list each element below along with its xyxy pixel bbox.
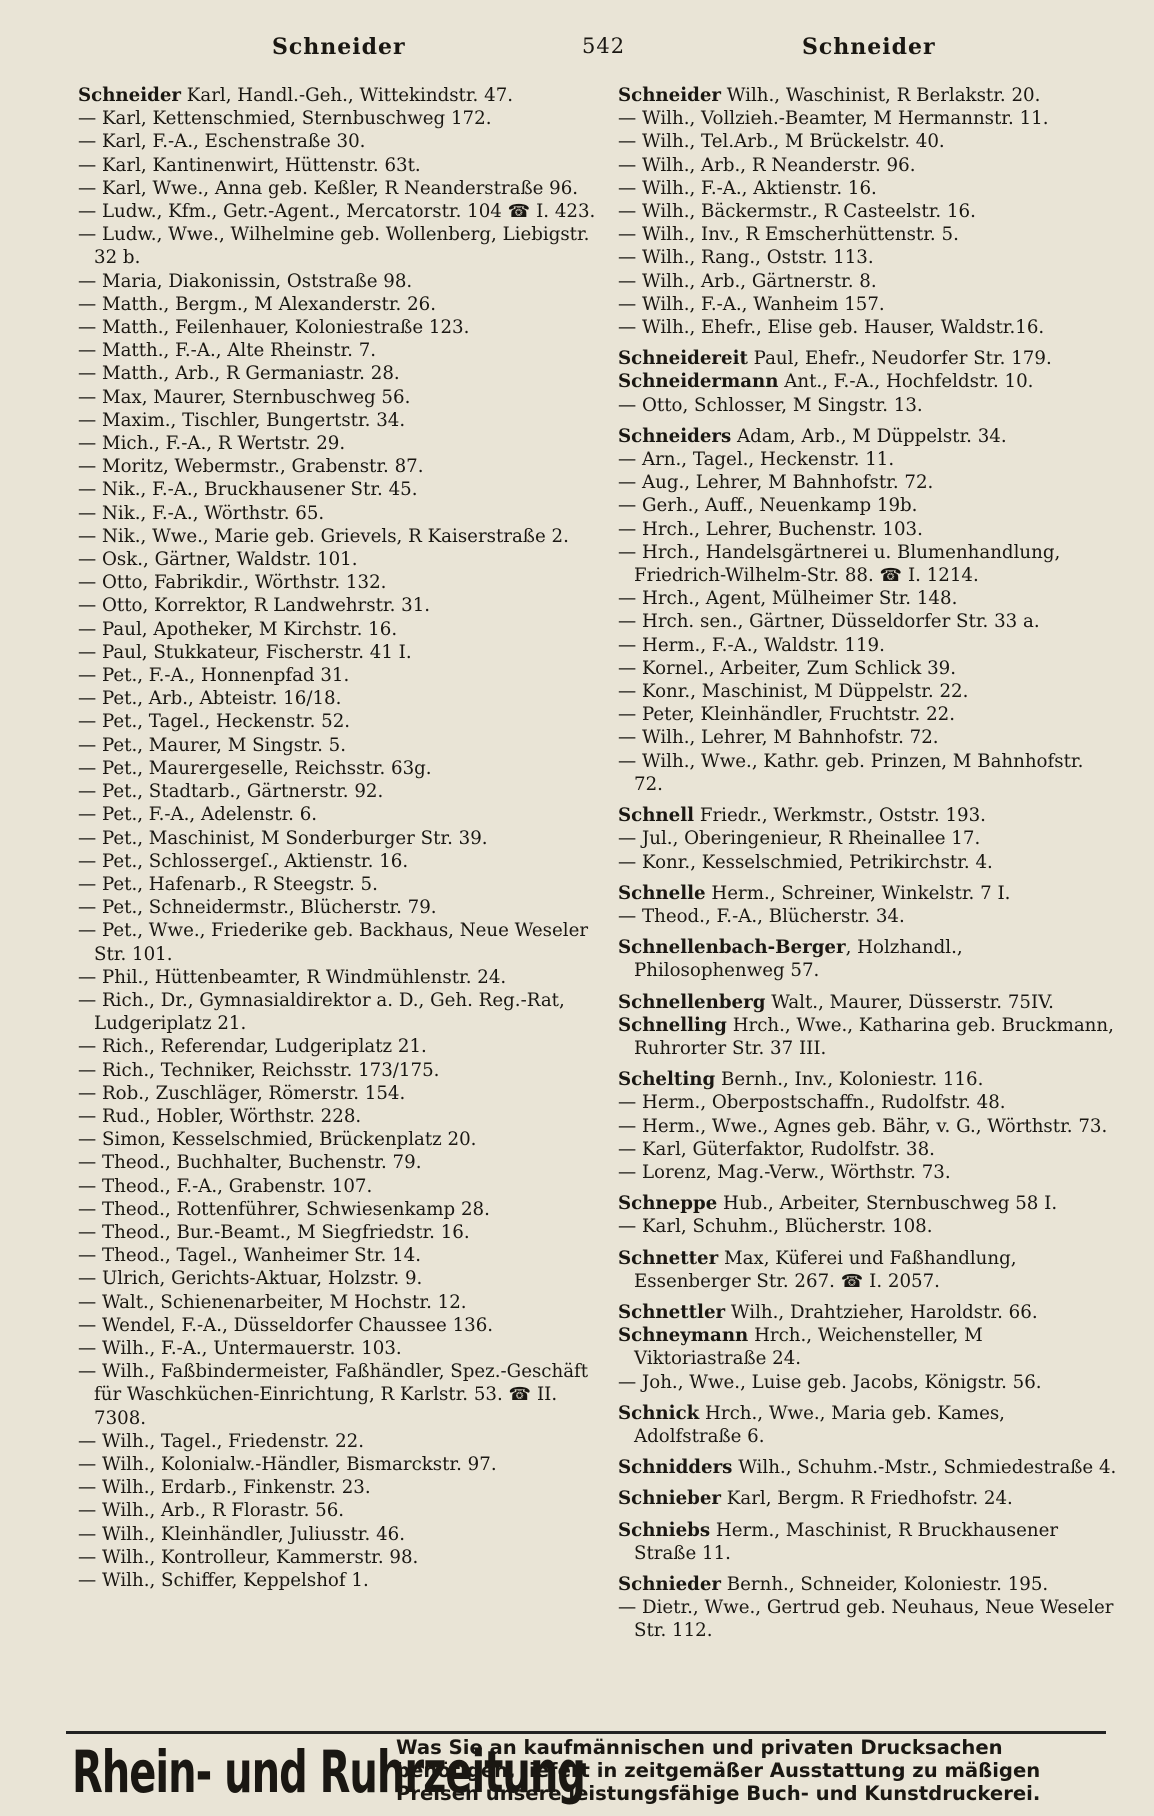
entry-surname: Schnettler <box>618 1301 726 1323</box>
entry-text: — Ulrich, Gerichts-Aktuar, Holzstr. 9. <box>78 1268 423 1290</box>
entry-text: — Wilh., Rang., Oststr. 113. <box>618 247 874 269</box>
entry-surname: Schnieder <box>618 1573 722 1595</box>
entry-text: Karl, Bergm. R Friedhofstr. 24. <box>721 1488 1013 1510</box>
entry-text: — Herm., Oberpostschaffn., Rudolfstr. 48. <box>618 1092 1006 1114</box>
entry-text: — Karl, Kantinenwirt, Hüttenstr. 63t. <box>78 154 421 176</box>
entry-text: — Arn., Tagel., Heckenstr. 11. <box>618 449 895 471</box>
newspaper-logo: Rhein- und Ruhrzeitung <box>72 1740 585 1807</box>
entry-text: Ant., F.-A., Hochfeldstr. 10. <box>778 371 1034 393</box>
entry-text: — Konr., Maschinist, M Düppelstr. 22. <box>618 681 969 703</box>
entry-text: — Pet., Maurer, M Singstr. 5. <box>78 734 346 756</box>
entry-text: — Osk., Gärtner, Waldstr. 101. <box>78 549 358 571</box>
entry-text: — Theod., Tagel., Wanheimer Str. 14. <box>78 1245 422 1267</box>
entry-text: — Simon, Kesselschmied, Brückenplatz 20. <box>78 1129 477 1151</box>
directory-entry <box>618 804 1118 827</box>
entry-text: — Wilh., Arb., R Florastr. 56. <box>78 1500 345 1522</box>
directory-entry <box>78 1337 598 1360</box>
entry-surname: Schneider <box>78 85 182 106</box>
directory-entry <box>618 1068 1118 1091</box>
directory-entry <box>78 594 598 617</box>
entry-text: — Wilh., Ehefr., Elise geb. Hauser, Waldstr.16. <box>618 317 1045 339</box>
directory-entry <box>618 1402 1118 1448</box>
entry-text: — Theod., Buchhalter, Buchenstr. 79. <box>78 1152 422 1174</box>
entry-text: — Lorenz, Mag.-Verw., Wörthstr. 73. <box>618 1161 951 1183</box>
entry-text: — Pet., Hafenarb., R Steegstr. 5. <box>78 873 378 895</box>
page-number: 542 <box>582 34 626 58</box>
directory-entry <box>618 1215 1118 1238</box>
entry-text: — Wilh., Bäckermstr., R Casteelstr. 16. <box>618 201 976 223</box>
directory-entry <box>78 641 598 664</box>
entry-text: Bernh., Inv., Koloniestr. 116. <box>715 1069 984 1091</box>
directory-entry <box>78 223 598 269</box>
directory-entry <box>78 362 598 385</box>
directory-entry <box>78 1291 598 1314</box>
directory-entry <box>78 386 598 409</box>
directory-entry <box>78 1569 598 1592</box>
entry-text: — Theod., F.-A., Blücherstr. 34. <box>618 905 905 927</box>
left-column <box>78 84 598 1592</box>
entry-surname: Schnellenbach-Berger <box>618 937 846 959</box>
directory-entry <box>78 339 598 362</box>
entry-surname: Schnetter <box>618 1247 719 1269</box>
entry-text: Max, Küferei und Faßhandlung, Essenberger Str. 267. ☎ I. 2057. <box>634 1247 1017 1292</box>
entry-text: — Maxim., Tischler, Bungertstr. 34. <box>78 409 406 431</box>
entry-text: — Herm., Wwe., Agnes geb. Bähr, v. G., Wörthstr. 73. <box>618 1115 1108 1137</box>
directory-entry <box>618 1138 1118 1161</box>
entry-text: — Walt., Schienenarbeiter, M Hochstr. 12. <box>78 1291 467 1313</box>
entry-text: Herm., Maschinist, R Bruckhausener Straße 11. <box>634 1519 1059 1564</box>
entry-text: — Theod., Rottenführer, Schwiesenkamp 28. <box>78 1198 490 1220</box>
entry-text: — Wilh., Kontrolleur, Kammerstr. 98. <box>78 1546 419 1568</box>
directory-entry <box>78 1151 598 1174</box>
directory-entry <box>618 726 1118 749</box>
entry-surname: Schneymann <box>618 1325 749 1347</box>
entry-text: — Pet., F.-A., Adelenstr. 6. <box>78 804 318 826</box>
directory-entry <box>78 525 598 548</box>
directory-entry <box>618 370 1118 393</box>
entry-text: Wilh., Schuhm.-Mstr., Schmiedestraße 4. <box>732 1457 1117 1479</box>
entry-text: Hub., Arbeiter, Sternbuschweg 58 I. <box>717 1193 1058 1215</box>
directory-entry <box>78 1128 598 1151</box>
entry-surname: Schneppe <box>618 1193 718 1215</box>
directory-entry <box>618 1247 1118 1293</box>
entry-text: Walt., Maurer, Düsserstr. 75IV. <box>765 991 1054 1013</box>
entry-text: — Pet., Maurergeselle, Reichsstr. 63g. <box>78 757 432 779</box>
entry-text: — Jul., Oberingenieur, R Rheinallee 17. <box>618 828 981 850</box>
directory-entry <box>78 154 598 177</box>
entry-surname: Schelting <box>618 1069 716 1091</box>
entry-text: Hrch., Wwe., Katharina geb. Bruckmann, Ruhrorter Str. 37 III. <box>634 1014 1114 1059</box>
entry-text: — Aug., Lehrer, M Bahnhofstr. 72. <box>618 472 934 494</box>
entry-text: — Otto, Korrektor, R Landwehrstr. 31. <box>78 595 431 617</box>
entry-text: — Wilh., Faßbindermeister, Faßhändler, Spez.-Geschäft für Waschküchen-Einrichtung, R Karlstr. 53. ☎ II. 7308. <box>78 1361 589 1429</box>
directory-entry <box>618 448 1118 471</box>
entry-surname: Schneidermann <box>618 371 779 393</box>
entry-text: Hrch., Weichensteller, M Viktoriastraße 24. <box>634 1325 983 1370</box>
entry-text: — Matth., Arb., R Germaniastr. 28. <box>78 363 400 385</box>
directory-entry <box>78 1523 598 1546</box>
entry-text: — Theod., Bur.-Beamt., M Siegfriedstr. 16. <box>78 1221 470 1243</box>
directory-entry <box>618 425 1118 448</box>
entry-text: — Gerh., Auff., Neuenkamp 19b. <box>618 495 918 517</box>
entry-text: — Otto, Fabrikdir., Wörthstr. 132. <box>78 572 387 594</box>
directory-entry <box>618 246 1118 269</box>
directory-entry <box>78 200 598 223</box>
directory-entry <box>618 1091 1118 1114</box>
directory-entry <box>78 571 598 594</box>
entry-text: — Karl, F.-A., Eschenstraße 30. <box>78 131 366 153</box>
entry-text: — Karl, Güterfaktor, Rudolfstr. 38. <box>618 1138 935 1160</box>
directory-entry <box>618 851 1118 874</box>
directory-entry <box>78 780 598 803</box>
entry-text: — Rich., Techniker, Reichsstr. 173/175. <box>78 1059 440 1081</box>
directory-entry <box>78 687 598 710</box>
directory-entry <box>78 1453 598 1476</box>
entry-text: — Mich., F.-A., R Wertstr. 29. <box>78 433 346 455</box>
entry-text: — Pet., Wwe., Friederike geb. Backhaus, Neue Weseler Str. 101. <box>78 920 589 965</box>
entry-text: — Karl, Wwe., Anna geb. Keßler, R Neanderstraße 96. <box>78 177 579 199</box>
entry-text: — Hrch., Handelsgärtnerei u. Blumenhandlung, Friedrich-Wilhelm-Str. 88. ☎ I. 1214. <box>618 541 1061 587</box>
directory-entry <box>618 680 1118 703</box>
entry-text: — Matth., Bergm., M Alexanderstr. 26. <box>78 293 437 315</box>
directory-entry <box>78 502 598 525</box>
directory-entry <box>78 803 598 826</box>
directory-entry <box>618 347 1118 370</box>
directory-entry <box>78 1059 598 1082</box>
entry-text: — Nik., Wwe., Marie geb. Grievels, R Kaiserstraße 2. <box>78 525 569 547</box>
page-header <box>0 34 1154 68</box>
directory-entry <box>618 223 1118 246</box>
directory-entry <box>78 316 598 339</box>
entry-text: — Dietr., Wwe., Gertrud geb. Neuhaus, Neue Weseler Str. 112. <box>618 1597 1114 1642</box>
entry-surname: Schnick <box>618 1402 700 1424</box>
directory-entry <box>618 1115 1118 1138</box>
directory-entry <box>78 478 598 501</box>
directory-entry <box>618 130 1118 153</box>
right-column <box>618 84 1118 1643</box>
entry-text: — Otto, Schlosser, M Singstr. 13. <box>618 394 923 416</box>
directory-entry <box>78 177 598 200</box>
entry-text: Herm., Schreiner, Winkelstr. 7 I. <box>705 882 1011 904</box>
entry-text: — Pet., Tagel., Heckenstr. 52. <box>78 711 351 733</box>
entry-text: Adam, Arb., M Düppelstr. 34. <box>731 425 1007 447</box>
directory-entry <box>618 154 1118 177</box>
entry-text: — Pet., Stadtarb., Gärtnerstr. 92. <box>78 781 384 803</box>
entry-text: — Wilh., Vollzieh.-Beamter, M Hermannstr. 11. <box>618 108 1049 130</box>
entry-surname: Schnieber <box>618 1488 722 1510</box>
entry-surname: Schneider <box>618 85 722 106</box>
entry-text: — Wilh., Erdarb., Finkenstr. 23. <box>78 1477 371 1499</box>
directory-entry <box>78 966 598 989</box>
entry-text: — Hrch., Agent, Mülheimer Str. 148. <box>618 588 958 610</box>
directory-entry <box>78 293 598 316</box>
entry-text: — Phil., Hüttenbeamter, R Windmühlenstr. 24. <box>78 966 507 988</box>
directory-entry <box>78 409 598 432</box>
directory-entry <box>618 177 1118 200</box>
entry-text: — Nik., F.-A., Bruckhausener Str. 45. <box>78 479 418 501</box>
entry-text: — Wilh., F.-A., Wanheim 157. <box>618 293 885 315</box>
entry-text: Hrch., Wwe., Maria geb. Kames, Adolfstraße 6. <box>634 1402 1005 1447</box>
entry-text: — Konr., Kesselschmied, Petrikirchstr. 4. <box>618 851 993 873</box>
directory-entry <box>78 1244 598 1267</box>
entry-text: — Wilh., Arb., R Neanderstr. 96. <box>618 154 916 176</box>
directory-entry <box>78 1082 598 1105</box>
running-head-right: Schneider <box>802 34 936 60</box>
entry-text: — Wilh., F.-A., Untermauerstr. 103. <box>78 1337 402 1359</box>
entry-text: — Wendel, F.-A., Düsseldorfer Chaussee 136. <box>78 1314 494 1336</box>
directory-entry <box>78 1221 598 1244</box>
entry-text: — Wilh., Lehrer, M Bahnhofstr. 72. <box>618 727 939 749</box>
directory-entry <box>618 1519 1118 1565</box>
entry-text: — Karl, Schuhm., Blücherstr. 108. <box>618 1216 933 1238</box>
entry-text: Paul, Ehefr., Neudorfer Str. 179. <box>747 348 1052 370</box>
directory-entry <box>618 882 1118 905</box>
directory-entry <box>618 1596 1118 1642</box>
directory-entry <box>618 1014 1118 1060</box>
advertisement-footer <box>66 1731 1106 1808</box>
entry-text: Friedr., Werkmstr., Oststr. 193. <box>694 805 986 827</box>
entry-text: — Matth., Feilenhauer, Koloniestraße 123. <box>78 317 470 339</box>
entry-text: Bernh., Schneider, Koloniestr. 195. <box>721 1573 1049 1595</box>
entry-surname: Schnidders <box>618 1457 733 1479</box>
directory-entry <box>618 107 1118 130</box>
directory-entry <box>78 84 598 107</box>
directory-entry <box>78 1035 598 1058</box>
directory-entry <box>78 827 598 850</box>
entry-text: , Holzhandl., Philosophenweg 57. <box>634 937 963 982</box>
entry-text: — Pet., Schlossergeſ., Aktienstr. 16. <box>78 850 409 872</box>
entry-surname: Schnellenberg <box>618 991 766 1013</box>
directory-entry <box>78 710 598 733</box>
directory-entry <box>618 1371 1118 1394</box>
directory-entry <box>78 130 598 153</box>
directory-entry <box>78 455 598 478</box>
directory-entry <box>78 850 598 873</box>
entry-text: — Maria, Diakonissin, Oststraße 98. <box>78 270 413 292</box>
entry-text: — Wilh., Tagel., Friedenstr. 22. <box>78 1430 364 1452</box>
entry-text: — Paul, Stukkateur, Fischerstr. 41 I. <box>78 641 412 663</box>
directory-entry <box>78 1175 598 1198</box>
entry-text: Karl, Handl.-Geh., Wittekindstr. 47. <box>181 85 514 106</box>
entry-text: — Wilh., Kleinhändler, Juliusstr. 46. <box>78 1523 405 1545</box>
entry-text: — Wilh., F.-A., Aktienstr. 16. <box>618 177 877 199</box>
entry-text: — Theod., F.-A., Grabenstr. 107. <box>78 1175 373 1197</box>
entry-text: — Hrch., Lehrer, Buchenstr. 103. <box>618 518 923 540</box>
directory-entry <box>618 270 1118 293</box>
entry-text: — Rud., Hobler, Wörthstr. 228. <box>78 1105 362 1127</box>
directory-entry <box>618 394 1118 417</box>
directory-entry <box>78 618 598 641</box>
entry-text: — Pet., Arb., Abteistr. 16/18. <box>78 688 342 710</box>
entry-text: — Nik., F.-A., Wörthstr. 65. <box>78 502 325 524</box>
directory-entry <box>78 1105 598 1128</box>
directory-entry <box>78 757 598 780</box>
advertisement-text <box>396 1736 1100 1805</box>
entry-text: — Pet., Maschinist, M Sonderburger Str. 39. <box>78 827 488 849</box>
entry-text: Wilh., Waschinist, R Berlakstr. 20. <box>721 85 1041 106</box>
entry-text: — Wilh., Wwe., Kathr. geb. Prinzen, M Bahnhofstr. 72. <box>618 750 1084 795</box>
entry-text: — Wilh., Arb., Gärtnerstr. 8. <box>618 270 877 292</box>
directory-entry <box>618 827 1118 850</box>
directory-entry <box>618 1161 1118 1184</box>
entry-text: — Moritz, Webermstr., Grabenstr. 87. <box>78 456 424 478</box>
running-head-left: Schneider <box>272 34 406 60</box>
directory-entry <box>618 991 1118 1014</box>
directory-entry <box>78 1476 598 1499</box>
directory-entry <box>618 471 1118 494</box>
directory-entry <box>78 1499 598 1522</box>
directory-entry <box>618 1456 1118 1479</box>
directory-entry <box>618 293 1118 316</box>
entry-text: — Matth., F.-A., Alte Rheinstr. 7. <box>78 340 377 362</box>
directory-entry <box>78 1314 598 1337</box>
directory-entry <box>618 587 1118 610</box>
entry-text: — Ludw., Wwe., Wilhelmine geb. Wollenberg, Liebigstr. 32 b. <box>78 224 590 269</box>
ad-line: benötigen, liefert in zeitgemäßer Ausstattung zu mäßigen <box>396 1759 1041 1782</box>
directory-entry <box>618 750 1118 796</box>
entry-text: — Herm., F.-A., Waldstr. 119. <box>618 634 885 656</box>
directory-entry <box>618 316 1118 339</box>
entry-text: — Rob., Zuschläger, Römerstr. 154. <box>78 1082 406 1104</box>
directory-entry <box>618 84 1118 107</box>
directory-entry <box>78 896 598 919</box>
directory-entry <box>618 634 1118 657</box>
entry-text: — Ludw., Kfm., Getr.-Agent., Mercatorstr. 104 ☎ I. 423. <box>78 201 596 223</box>
directory-entry <box>78 1360 598 1430</box>
ad-line: Preisen unsere leistungsfähige Buch- und Kunstdruckerei. <box>396 1782 1041 1805</box>
directory-entry <box>78 919 598 965</box>
directory-entry <box>78 548 598 571</box>
entry-text: — Pet., Schneidermstr., Blücherstr. 79. <box>78 897 437 919</box>
directory-entry <box>618 657 1118 680</box>
entry-text: — Kornel., Arbeiter, Zum Schlick 39. <box>618 657 957 679</box>
directory-entry <box>78 734 598 757</box>
directory-entry <box>78 1267 598 1290</box>
directory-entry <box>618 494 1118 517</box>
directory-entry <box>78 989 598 1035</box>
entry-text: — Joh., Wwe., Luise geb. Jacobs, Königstr. 56. <box>618 1371 1042 1393</box>
entry-surname: Schneiders <box>618 425 732 447</box>
directory-entry <box>78 873 598 896</box>
directory-entry <box>618 518 1118 541</box>
directory-entry <box>618 1324 1118 1370</box>
entry-text: — Rich., Referendar, Ludgeriplatz 21. <box>78 1036 427 1058</box>
directory-entry <box>618 1301 1118 1324</box>
ad-line: Was Sie an kaufmännischen und privaten Drucksachen <box>396 1736 1003 1759</box>
directory-entry <box>618 610 1118 633</box>
entry-text: — Max, Maurer, Sternbuschweg 56. <box>78 386 411 408</box>
entry-text: — Karl, Kettenschmied, Sternbuschweg 172. <box>78 108 492 130</box>
entry-text: — Peter, Kleinhändler, Fruchtstr. 22. <box>618 704 955 726</box>
entry-text: — Pet., F.-A., Honnenpfad 31. <box>78 665 350 687</box>
entry-surname: Schniebs <box>618 1519 711 1541</box>
entry-text: — Paul, Apotheker, M Kirchstr. 16. <box>78 618 398 640</box>
entry-text: Wilh., Drahtzieher, Haroldstr. 66. <box>725 1301 1038 1323</box>
entry-text: — Wilh., Inv., R Emscherhüttenstr. 5. <box>618 224 959 246</box>
directory-entry <box>78 432 598 455</box>
directory-entry <box>618 703 1118 726</box>
directory-entry <box>78 664 598 687</box>
directory-entry <box>78 1430 598 1453</box>
directory-entry <box>618 200 1118 223</box>
entry-surname: Schnell <box>618 805 695 827</box>
directory-entry <box>78 107 598 130</box>
directory-entry <box>618 936 1118 982</box>
directory-entry <box>78 1198 598 1221</box>
directory-entry <box>618 1573 1118 1596</box>
directory-entry <box>618 1192 1118 1215</box>
entry-text: — Hrch. sen., Gärtner, Düsseldorfer Str. 33 a. <box>618 611 1040 633</box>
directory-entry <box>618 905 1118 928</box>
entry-surname: Schneidereit <box>618 348 748 370</box>
entry-surname: Schnelling <box>618 1014 727 1036</box>
entry-text: — Wilh., Schiffer, Keppelshof 1. <box>78 1570 369 1591</box>
entry-text: — Wilh., Tel.Arb., M Brückelstr. 40. <box>618 131 945 153</box>
directory-entry <box>618 1487 1118 1510</box>
directory-entry <box>78 270 598 293</box>
entry-text: — Wilh., Kolonialw.-Händler, Bismarckstr. 97. <box>78 1453 497 1475</box>
directory-entry <box>78 1546 598 1569</box>
entry-text: — Rich., Dr., Gymnasialdirektor a. D., Geh. Reg.-Rat, Ludgeriplatz 21. <box>78 989 565 1035</box>
entry-surname: Schnelle <box>618 882 706 904</box>
directory-entry <box>618 541 1118 587</box>
